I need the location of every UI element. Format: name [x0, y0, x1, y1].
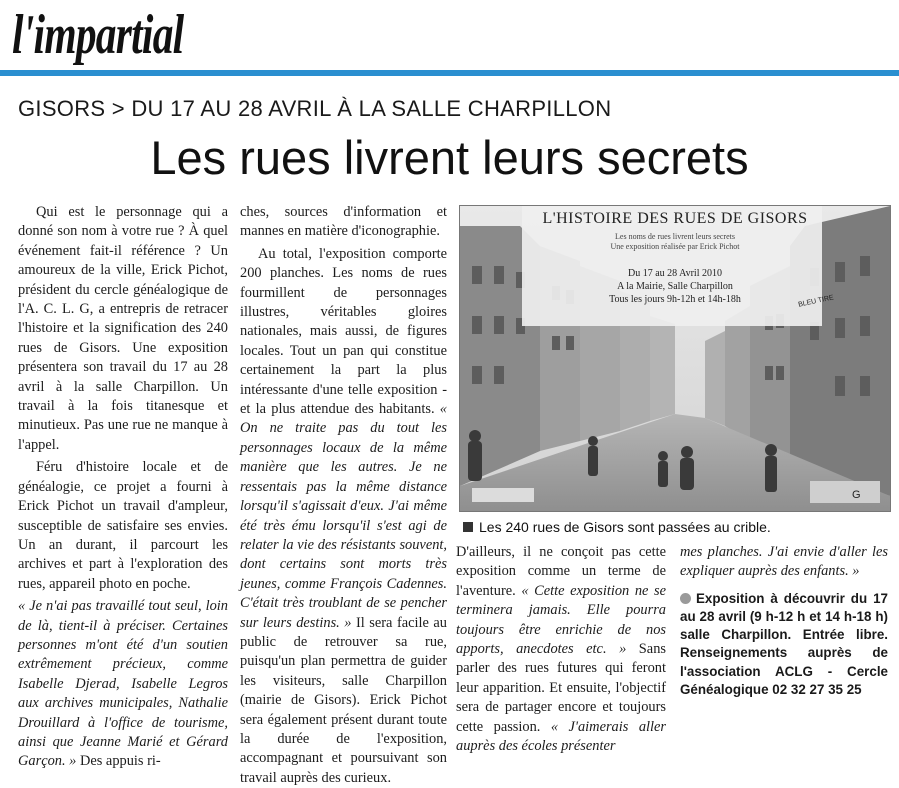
column-3	[456, 543, 666, 756]
column-4	[680, 543, 888, 699]
masthead-rule	[0, 70, 899, 76]
col3-paragraph	[456, 543, 666, 756]
street-photo-illustration	[460, 206, 890, 511]
bullet-dot-icon	[680, 593, 691, 604]
col2-paragraph-1: ches, sources d'information et mannes en matière d'iconographie.	[240, 204, 447, 240]
poster-subtitle-1: Les noms de rues livrent leurs secrets	[615, 232, 735, 241]
article-headline: Les rues livrent leurs secrets	[150, 131, 749, 184]
exposition-info	[680, 590, 888, 699]
col3-quote-1: « Cette exposition ne se terminera jamais. Elle pourra toujours être enrichie de nos apports, anecdotes etc. »	[456, 582, 666, 658]
column-2	[240, 203, 447, 788]
col1-paragraph-2: Féru d'histoire locale et de généalogie, ce projet a fourni à Erick Pichot un travail d'ampleur, susceptible de satisfaire ses envies. Un an durant, il parcourt les archives et part à l'exploration des rues, appareil photo en poche.	[18, 459, 228, 592]
col1-paragraph-3	[18, 597, 228, 772]
shop-sign: BLEU TIRE	[797, 294, 835, 309]
col1-quote: « Je n'ai pas travaillé tout seul, loin de là, tient-il à préciser. Certaines personnes m'ont été d'un soutien extrêmement précieux, comme Isabelle Djerad, Isabelle Legros aux archives municipales, Nathalie Drouillard à l'office de tourisme, ainsi que Jeanne Marié et Gérard Garçon. »	[18, 598, 228, 770]
col2-text-end: Il sera facile au public de retrouver sa rue, puisqu'un plan permettra de guider les visiteurs, salle Charpillon (mairie de Gisors). Erick Pichot sera également présent durant toute la durée de l'exposition, accompagnant et poursuivant son travail auprès des curieux.	[240, 614, 447, 786]
street-photo	[459, 205, 891, 512]
col3-quote-2: « J'aimerais aller auprès des écoles présenter	[456, 718, 666, 755]
photo-caption	[463, 519, 893, 535]
caption-text: Les 240 rues de Gisors sont passées au crible.	[479, 519, 771, 535]
col1-paragraph-1: Qui est le personnage qui a donné son nom à votre rue ? À quel événement fait-il référence ? Un amoureux de la ville, Erick Pichot, président du cercle généalogique de l'A. C. L. G, a entrepris de retracer l'histoire et la signification des 240 rues de Gisors. Une exposition présentera son travail du 17 au 28 avril à la salle Charpillon. Un travail à la fois titanesque et minutieux. Pas une rue ne manque à l'appel.	[18, 204, 228, 453]
col2-quote: « On ne traite pas du tout les personnages locaux de la même manière que les autres. Je ne ressentais pas la même distance lorsqu'il s'agissait d'eux. J'ai même été très ému lorsqu'il s'est agi de relater la vie des résistants souvent, dont certains sont morts très jeunes, comme François Cadennes. C'était très troublant de se pencher sur leurs destins. »	[240, 401, 447, 631]
poster-title: L'HISTOIRE DES RUES DE GISORS	[542, 210, 808, 227]
col3-text-mid: Sans parler des rues futures qui feront leur apparition. Et ensuite, l'objectif sera de partager encore et toujours cette passion.	[456, 641, 666, 735]
masthead-logo: l'impartial	[12, 4, 184, 66]
col3-text-start: D'ailleurs, il ne conçoit pas cette exposition comme un terme de l'aventure.	[456, 544, 666, 599]
col1-tail: Des appuis ri-	[76, 753, 161, 770]
poster-date-line-3: Tous les jours 9h-12h et 14h-18h	[609, 294, 741, 305]
poster-date-line-1: Du 17 au 28 Avril 2010	[628, 268, 722, 279]
col4-quote: mes planches. J'ai envie d'aller les expliquer auprès des enfants. »	[680, 544, 888, 580]
col2-paragraph-2	[240, 245, 447, 788]
poster-date-line-2: A la Mairie, Salle Charpillon	[617, 281, 733, 292]
column-1	[18, 203, 228, 772]
poster-subtitle-2: Une exposition réalisée par Erick Pichot	[610, 242, 740, 251]
photo-corner-mark: G	[852, 489, 861, 501]
caption-square-icon	[463, 522, 473, 532]
article-kicker: GISORS > DU 17 AU 28 AVRIL À LA SALLE CHARPILLON	[18, 96, 612, 121]
col2-text-start: Au total, l'exposition comporte 200 planches. Les noms de rues fourmillent de personnages illustres, véritables gloires nationales, mais aussi, de figures locales. Tout un pan qui constitue certainement la part la plus intéressante d'une telle exposition - et la plus attendue des habitants.	[240, 245, 447, 418]
exposition-text: Exposition à découvrir du 17 au 28 avril (9 h-12 h et 14 h-18 h) salle Charpillon. Entrée libre. Renseignements auprès de l'association ACLG - Cercle Généalogique 02 32 27 35 25	[680, 590, 888, 697]
